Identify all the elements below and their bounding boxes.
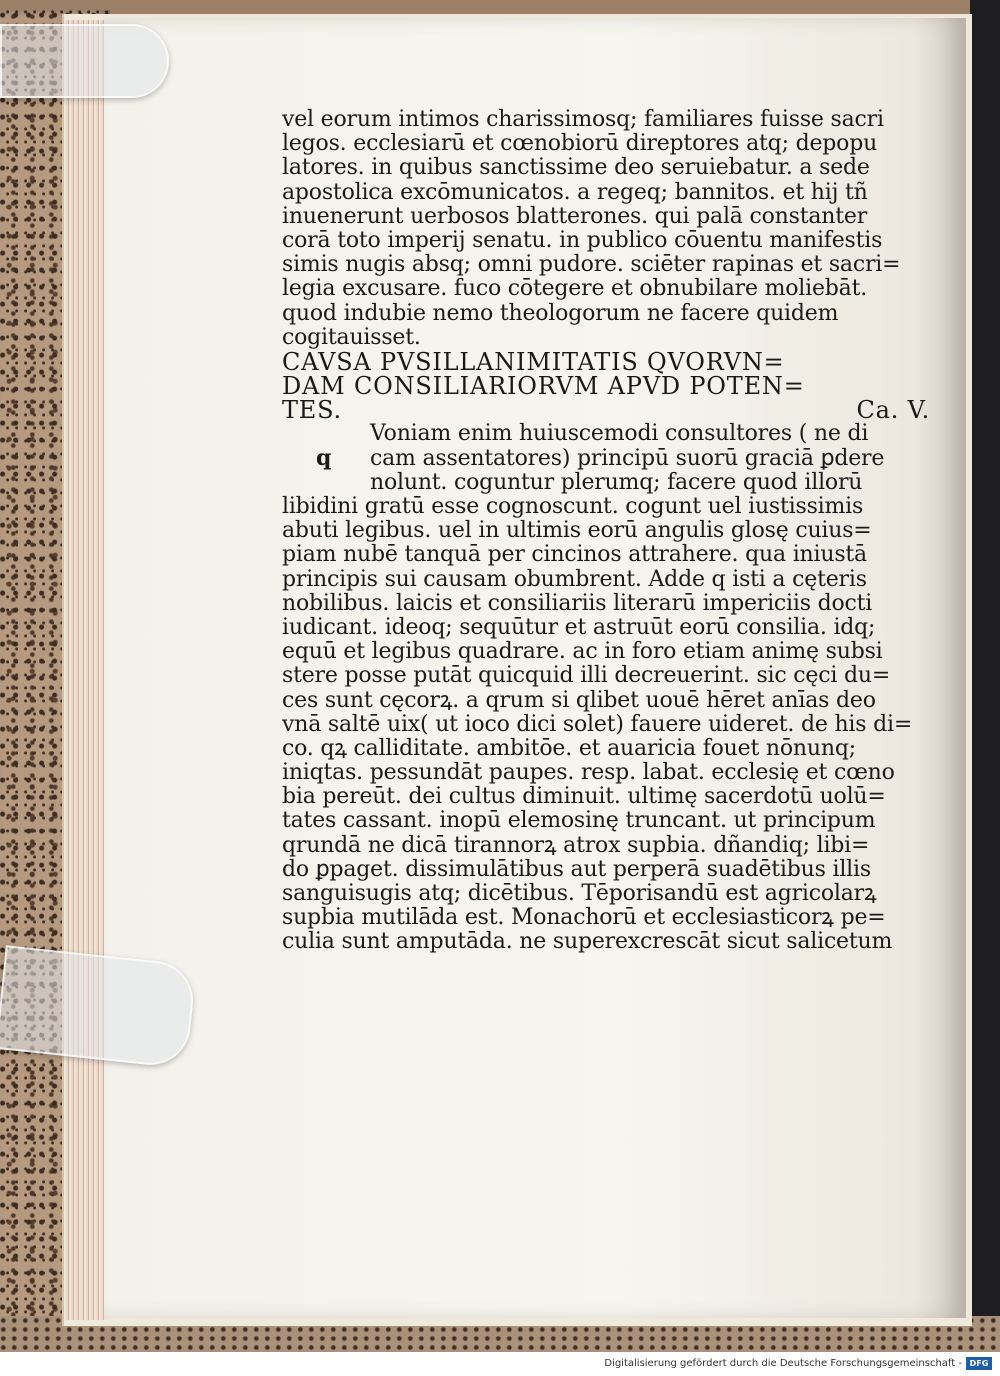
text-line: simis nugis absq; omni pudore. sciēter rapinas et sacri= [282, 253, 901, 278]
text-line: supbia mutilāda est. Monachorū et ecclesiasticorꝝ pe= [282, 906, 886, 931]
text-line: nolunt. coguntur plerumq; facere quod illorū [370, 470, 863, 495]
chapter-number: Ca. V. [856, 398, 930, 423]
heading-line [282, 398, 930, 422]
text-line: quod indubie nemo theologorum ne facere quidem [282, 301, 839, 326]
printed-text-block [282, 108, 930, 955]
text-line: inuenerunt uerbosos blatterones. qui palā constanter [282, 204, 868, 229]
text-line: cam assentatores) principū suorū graciā ꝑdere [370, 446, 885, 471]
text-line: qrundā ne dicā tirannorꝝ atrox supbia. dñandiq; libi= [282, 833, 870, 858]
text-line: Voniam enim huiuscemodi consultores ( ne di [370, 422, 869, 447]
text-line: latores. in quibus sanctissime deo seruiebatur. a sede [282, 156, 870, 181]
text-line: legia excusare. fuco cōtegere et obnubilare moliebāt. [282, 277, 868, 302]
page-clip-top [0, 24, 169, 98]
text-line: iniqtas. pessundāt paupes. resp. labat. ecclesię et cœno [282, 761, 895, 786]
text-line: legos. ecclesiarū et cœnobiorū direptores atq; depopu [282, 132, 878, 157]
text-line: nobilibus. laicis et consiliariis literarū impericiis docti [282, 591, 873, 616]
digitization-credit: Digitalisierung gefördert durch die Deutsche Forschungsgemeinschaft - [604, 1358, 962, 1369]
text-line: equū et legibus quadrare. ac in foro etiam animę subsi [282, 640, 883, 665]
dfg-logo: DFG [966, 1357, 992, 1370]
paragraph-prior [282, 108, 930, 350]
page-clip-bottom [0, 945, 197, 1068]
text-line: iudicant. ideoq; sequūtur et astruūt eorū consilia. idq; [282, 615, 876, 640]
text-line: culia sunt amputāda. ne superexcrescāt sicut salicetum [282, 930, 893, 955]
text-line: tates cassant. inopū elemosinę truncant. ut principum [282, 809, 876, 834]
chapter-body [282, 422, 930, 954]
initial-letter: q [316, 445, 332, 472]
heading-line-end: TES. [282, 398, 342, 423]
text-line: do ꝑpaget. dissimulātibus aut perperā suadētibus illis [282, 857, 871, 882]
text-line: sanguisugis atq; dicētibus. Tēporisandū est agricolarꝝ [282, 882, 877, 906]
text-line: cogitauisset. [282, 325, 421, 350]
text-line: apostolica excōmunicatos. a regeq; bannitos. et hij tñ [282, 180, 868, 205]
page-fore-edge [66, 20, 106, 1320]
text-line: abuti legibus. uel in ultimis eorū angulis glosę cuius= [282, 519, 872, 544]
text-line: ces sunt cęcorꝝ. a qrum si qlibet uouē hēret anīas deo [282, 688, 876, 713]
text-line: vnā saltē uix( ut ioco dici solet) fauere uideret. de his di= [282, 712, 913, 737]
text-line: libidini gratū esse cognoscunt. cogunt uel iustissimis [282, 495, 864, 519]
text-line: stere posse putāt quicquid illi decreuerint. sic cęci du= [282, 664, 891, 689]
text-line: principis sui causam obumbrent. Adde q isti a cęteris [282, 567, 867, 592]
text-line: piam nubē tanquā per cincinos attrahere. qua iniustā [282, 543, 867, 568]
text-line: co. qꝝ calliditate. ambitōe. et auaricia fouet nōnunq; [282, 736, 856, 761]
text-line: bia pereūt. dei cultus diminuit. ultimę sacerdotū uolū= [282, 785, 886, 810]
heading-line: CAVSA PVSILLANIMITATIS QVORVN= [282, 349, 785, 375]
gutter-shadow [970, 0, 1000, 1352]
text-line: corā toto imperij senatu. in publico cōuentu manifestis [282, 228, 883, 253]
text-line: vel eorum intimos charissimosq; familiares fuisse sacri [282, 108, 884, 132]
heading-line: DAM CONSILIARIORVM APVD POTEN= [282, 374, 805, 399]
chapter-heading [282, 350, 930, 423]
